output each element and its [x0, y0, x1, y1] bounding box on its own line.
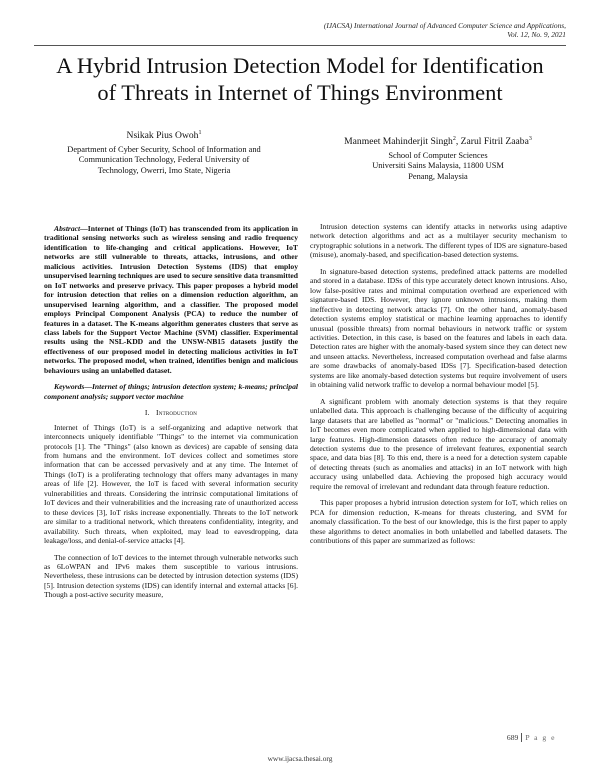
journal-header	[324, 21, 566, 40]
author-names-2: Manmeet Mahinderjit Singh$^2$, Zarul Fitril Zaaba$^3$	[344, 136, 532, 148]
section-heading-introduction: I. Introduction	[144, 408, 198, 418]
affiliation-1-line-2: Communication Technology, Federal University of	[78, 155, 250, 165]
title-line-1: A Hybrid Intrusion Detection Model for Identification	[56, 53, 544, 78]
paragraph: Intrusion detection systems can identify attacks in networks using adaptive network detection algorithms and act as a multilayer security mechanism to cryptographic solutions in a network. The different types of IDS are signature-based (misuse), anomaly-based, and specification-based detection systems.	[310, 222, 567, 260]
left-column	[44, 224, 298, 607]
paper-title	[30, 52, 570, 106]
keywords: Keywords—Internet of things; intrusion detection system; k-means; principal component analysis; support vector machine	[44, 382, 298, 401]
right-column	[310, 222, 567, 553]
author-block-1	[34, 128, 294, 177]
header-rule	[34, 45, 566, 46]
journal-volume: Vol. 12, No. 9, 2021	[507, 30, 566, 40]
page-number: 689 P a g e	[506, 733, 556, 742]
affiliation-2-line-1: School of Computer Sciences	[388, 150, 488, 160]
affiliation-2-line-2: Universiti Sains Malaysia, 11800 USM	[372, 161, 504, 171]
paragraph: A significant problem with anomaly detection systems is that they require unlabelled data. This approach is challenging because of the difficulty of acquiring large datasets that are labelled as "normal" or "malicious." Detecting anomalies in IoT becomes even more complicated when applied to high-dimensional data with large features. High-dimension datasets often reduce the accuracy of anomaly detection systems due to the presence of irrelevant features, exponential search space, and data bias [8]. To this end, there is a need for a detection system capable of detecting threats (such as anomalies and attacks) in an IoT network with high accuracy using unlabelled data. Achieving the proposed high accuracy would require the removal of irrelevant and redundant data through feature reduction.	[310, 396, 567, 491]
author-block-2	[306, 134, 570, 183]
author-name-1: Nsikak Pius Owoh$^1$	[126, 130, 202, 142]
footer-url: www.ijacsa.thesai.org	[267, 754, 333, 763]
paragraph: In signature-based detection systems, predefined attack patterns are modelled and stored in a database. IDSs of this type accurately detect known intrusions. Also, low false-positive rates and minimal computation overhead are experienced with signature-based IDS. However, they ignore unknown intrusions, making them ineffective in detecting network attacks [7]. On the other hand, anomaly-based detection systems employ statistical or machine learning approaches to identify unusual (possible threats) from normal behaviours in network traffic or system activities. Detection, in this case, is based on the features and labels in each data. Detection rates are higher with the anomaly-based system since they can detect new and unseen attacks. Nevertheless, increased computation overhead and false alarms are some drawbacks of anomaly-based IDSs [7]. Specification-based detection systems are like anomaly-based detection systems but require involvement of users in obtaining valid network traffic to develop a normal behaviour model [5].	[310, 266, 567, 390]
journal-name: (IJACSA) International Journal of Advanced Computer Science and Applications,	[323, 21, 566, 30]
title-line-2: of Threats in Internet of Things Environment	[97, 80, 503, 105]
affiliation-1-line-1: Department of Cyber Security, School of Information and	[67, 144, 261, 154]
paragraph: Internet of Things (IoT) is a self-organizing and adaptive network that interconnects uniquely identifiable "Things" to the internet via communication protocols [1]. The "Things" (also known as devices) are capable of sensing data from humans and the environment. IoT devices collect and sometimes store information that can be accessed pervasively and at any time. The Internet of Things (IoT) is a proliferating technology that offers many advantages in many areas of life [2]. However, the IoT is faced with several information security vulnerabilities and threats. Considering the intrinsic computational limitations of IoT devices and their vulnerabilities and the increasing rate of unauthorized access to these devices [3], IoT risks increase exponentially. Threats to the IoT network are similar to a traditional network, which threatens confidentiality, integrity, and availability. Such threats, when exploited, may lead to eavesdropping, data leakage/loss, and denial-of-service attacks [4].	[44, 422, 298, 546]
paragraph: This paper proposes a hybrid intrusion detection system for IoT, which relies on PCA for dimension reduction, K-means for threats clustering, and SVM for anomaly classification. To the best of our knowledge, this is the first paper to apply these algorithms to detect anomalies in both unlabelled and labelled datasets. The contributions of this paper are summarized as follows:	[310, 498, 567, 546]
abstract: Abstract—Internet of Things (IoT) has transcended from its application in traditional sensing networks such as wireless sensing and radio frequency identification to life-changing and critical applications. However, IoT networks are still vulnerable to threats, attacks, intrusions, and other malicious activities. Intrusion Detection Systems (IDS) that employ unsupervised learning techniques are used to secure sensitive data transmitted on IoT networks and preserve privacy. This paper proposes a hybrid model for intrusion detection that relies on a dimension reduction algorithm, an unsupervised learning algorithm, and a classifier. The proposed model employs Principal Component Analysis (PCA) to reduce the number of features in a dataset. The K-means algorithm generates clusters that serve as class labels for the Support Vector Machine (SVM) classifier. Experimental results using the NSL-KDD and the UNSW-NB15 datasets justify the effectiveness of our proposed model in detecting malicious activities in IoT networks. The proposed model, when trained, identifies benign and malicious behaviours using an unlabelled dataset.	[44, 224, 298, 375]
affiliation-1-line-3: Technology, Owerri, Imo State, Nigeria	[97, 165, 231, 175]
affiliation-2-line-3: Penang, Malaysia	[408, 171, 468, 181]
paragraph: The connection of IoT devices to the internet through vulnerable networks such as 6LoWPAN and IPv6 makes them susceptible to various intrusions. Nevertheless, these intrusions can be detected by intrusion detection systems (IDS) [5]. Intrusion detection systems (IDS) can identify internal and external attacks [6]. Though a post-active security measure,	[44, 552, 298, 600]
